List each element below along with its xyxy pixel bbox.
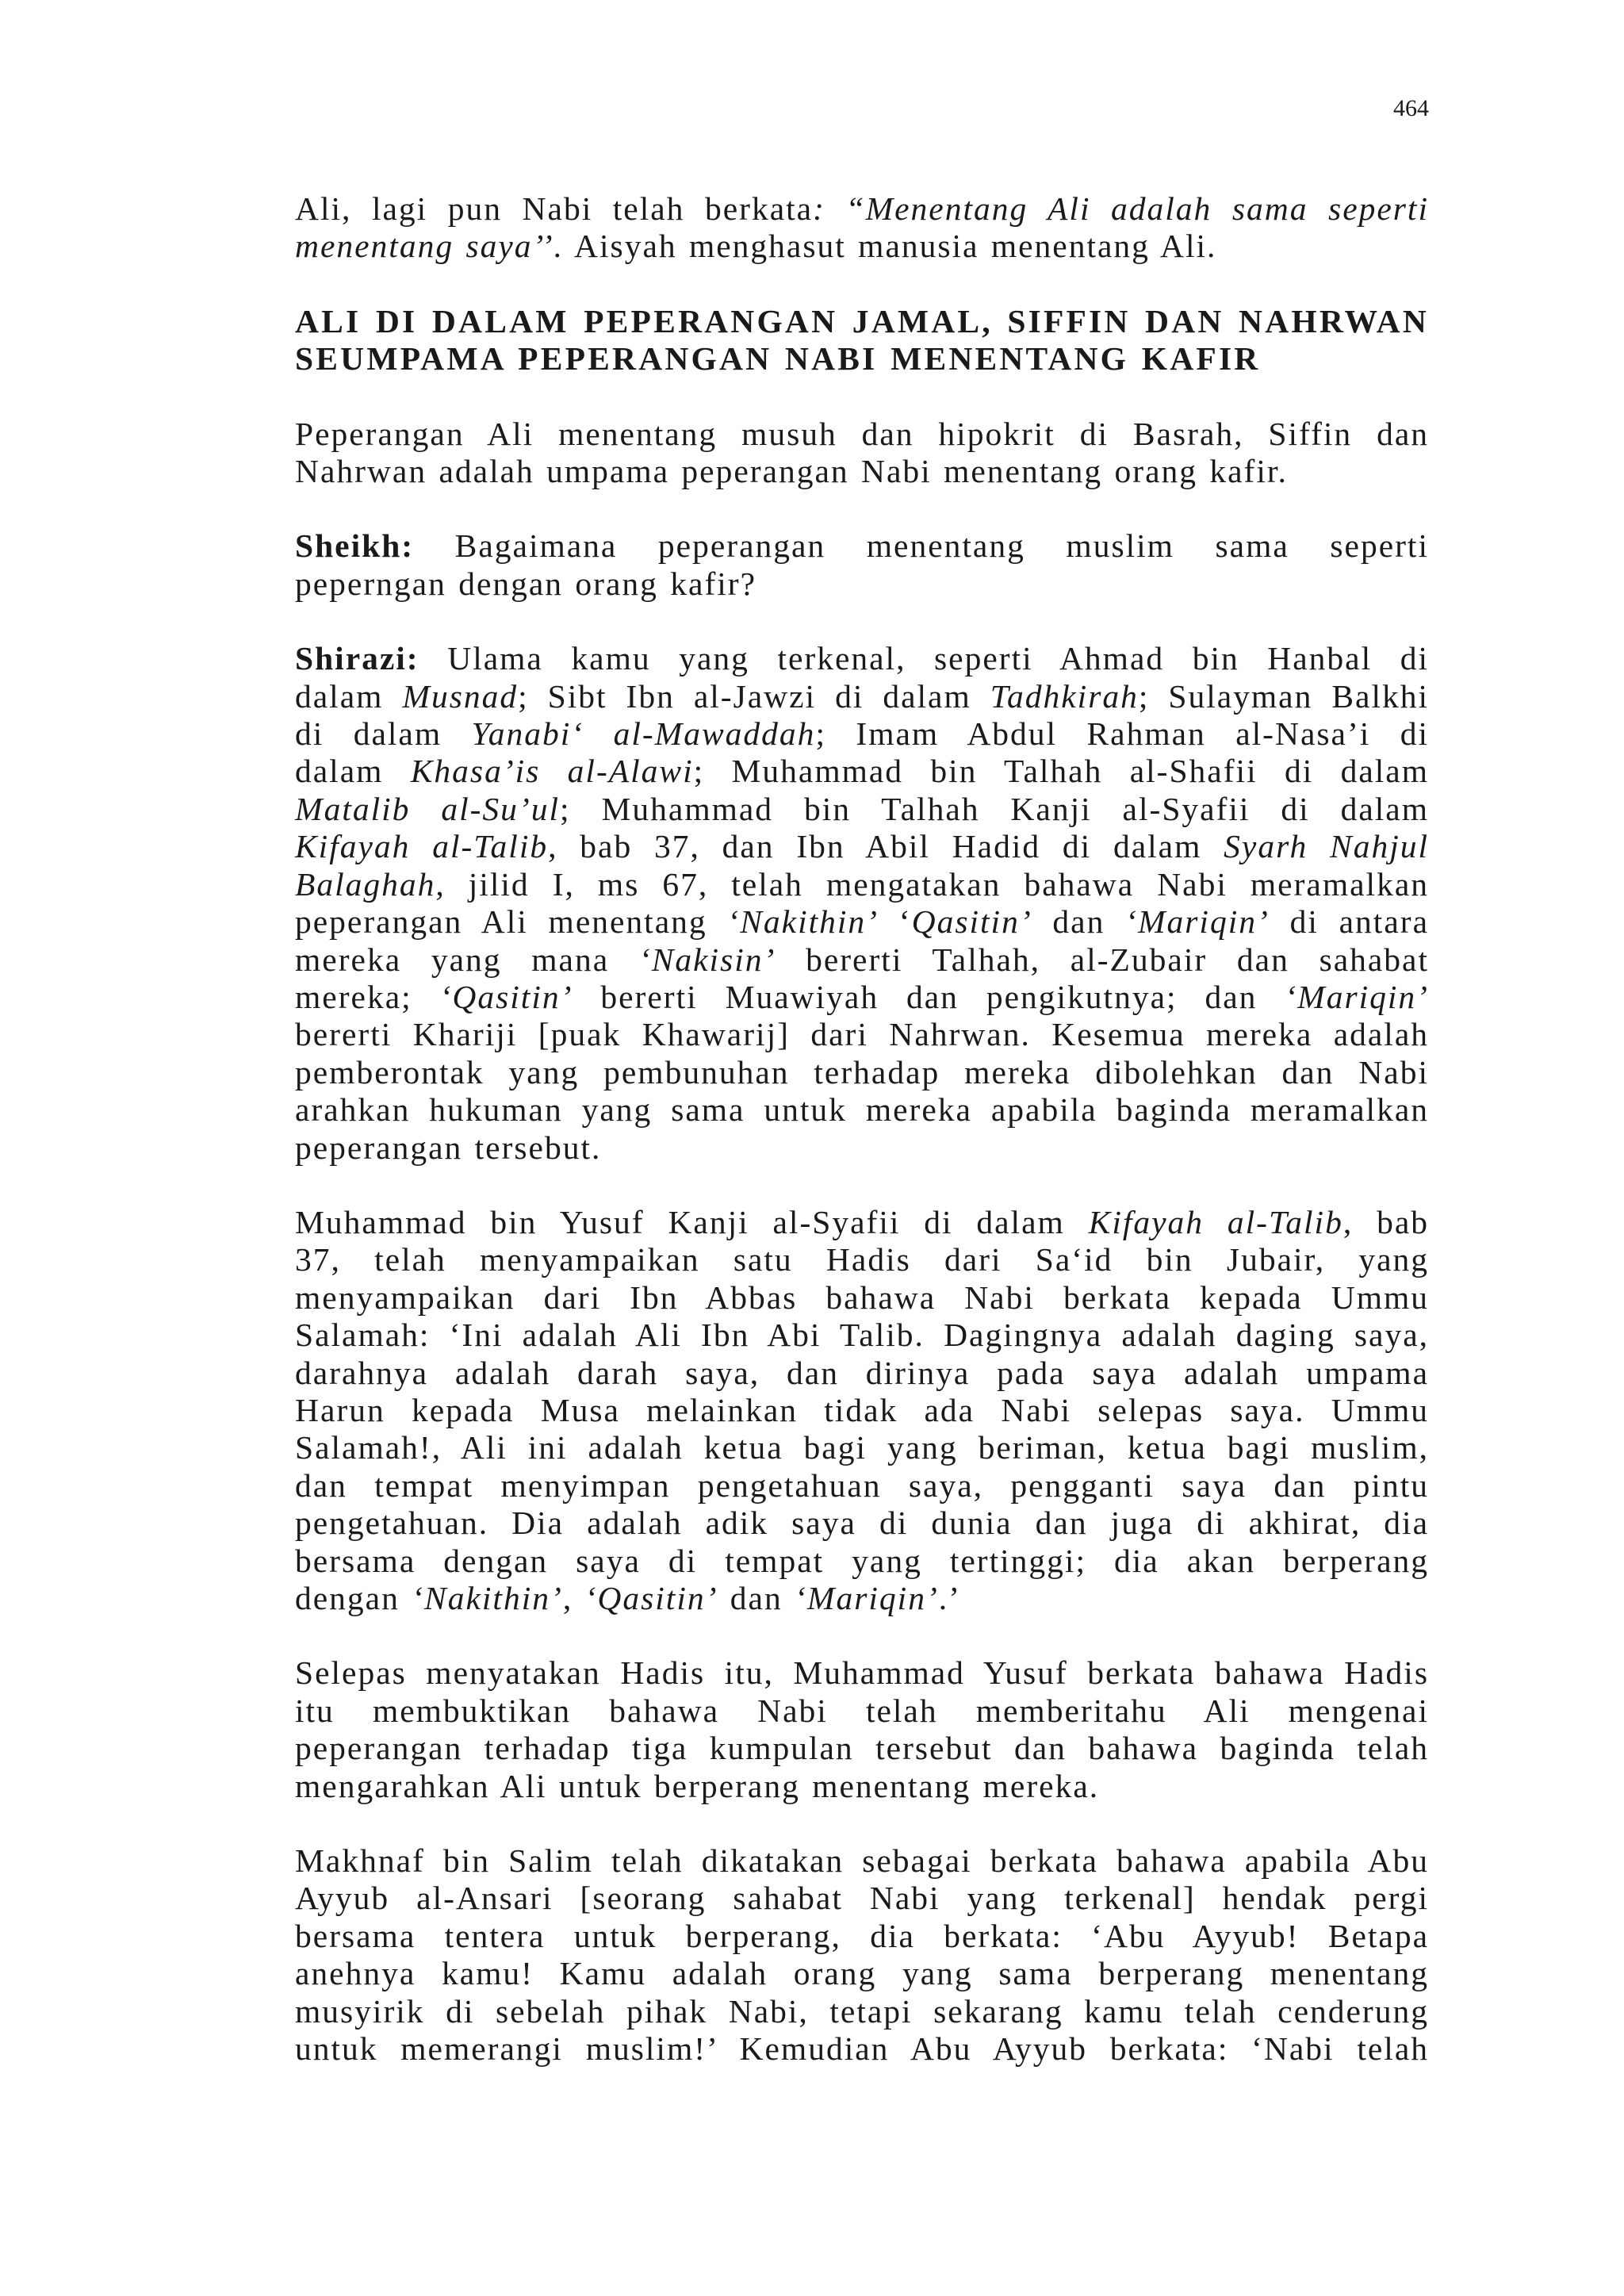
text-line: dan tempat menyimpan pengetahuan saya, pengganti saya dan pintu [295,1466,1429,1504]
speaker-label: Shirazi: [295,640,419,677]
text-line: Shirazi: Ulama kamu yang terkenal, seperti Ahmad bin Hanbal di [295,640,1429,677]
text-line: bererti Khariji [puak Khawarij] dari Nahrwan. Kesemua mereka adalah [295,1016,1429,1053]
text-line: mengarahkan Ali untuk berperang menentang mereka. [295,1767,1100,1804]
paragraph-peperangan [295,416,1429,491]
page-body [295,190,1429,2105]
heading-line: SEUMPAMA PEPERANGAN NABI MENENTANG KAFIR [295,340,1261,378]
text-line: pemberontak yang pembunuhan terhadap mereka dibolehkan dan Nabi [295,1053,1429,1091]
text-line: 37, telah menyampaikan satu Hadis dari Sa‘id bin Jubair, yang [295,1241,1429,1278]
text-line: Salamah: ‘Ini adalah Ali Ibn Abi Talib. Dagingnya adalah daging saya, [295,1317,1429,1354]
paragraph-shirazi [295,640,1429,1167]
paragraph-kanji [295,1204,1429,1617]
paragraph-selepas [295,1654,1429,1805]
page-number: 464 [1393,95,1429,121]
text-line: Balaghah, jilid I, ms 67, telah mengatakan bahawa Nabi meramalkan [295,865,1429,903]
text-line: dalam Musnad; Sibt Ibn al-Jawzi di dalam Tadhkirah; Sulayman Balkhi [295,677,1430,715]
text-line: musyirik di sebelah pihak Nabi, tetapi sekarang kamu telah cenderung [295,1992,1429,2030]
text-line: Peperangan Ali menentang musuh dan hipokrit di Basrah, Siffin dan [295,415,1429,452]
text-line: untuk memerangi muslim!’ Kemudian Abu Ayyub berkata: ‘Nabi telah [295,2030,1429,2068]
text-line: dengan ‘Nakithin’, ‘Qasitin’ dan ‘Mariqin’.’ [295,1580,961,1616]
text-line: arahkan hukuman yang sama untuk mereka apabila baginda meramalkan [295,1091,1429,1129]
text-line: Kifayah al-Talib, bab 37, dan Ibn Abil Hadid di dalam Syarh Nahjul [295,828,1429,865]
text-line: bersama dengan saya di tempat yang tertinggi; dia akan berperang [295,1542,1429,1579]
text-line: dalam Khasa’is al-Alawi; Muhammad bin Talhah al-Shafii di dalam [295,753,1429,790]
text-line: peperangan tersebut. [295,1129,602,1166]
text-line: anehnya kamu! Kamu adalah orang yang sama berperang menentang [295,1955,1429,1992]
text-line: peperngan dengan orang kafir? [295,565,757,602]
text-line: menentang saya’’. Aisyah menghasut manusia menentang Ali. [295,228,1217,265]
text-line: Selepas menyatakan Hadis itu, Muhammad Yusuf berkata bahawa Hadis [295,1654,1429,1692]
text-line: pengetahuan. Dia adalah adik saya di dunia dan juga di akhirat, dia [295,1504,1429,1542]
paragraph-intro [295,190,1429,266]
heading-line: ALI DI DALAM PEPERANGAN JAMAL, SIFFIN DAN NAHRWAN [295,302,1429,339]
text-line: mereka; ‘Qasitin’ bererti Muawiyah dan pengikutnya; dan ‘Mariqin’ [295,978,1429,1015]
text-line: peperangan Ali menentang ‘Nakithin’ ‘Qasitin’ dan ‘Mariqin’ di antara [295,903,1429,941]
text-line: Ali, lagi pun Nabi telah berkata: “Menentang Ali adalah sama seperti [295,190,1429,227]
text-line: Salamah!, Ali ini adalah ketua bagi yang beriman, ketua bagi muslim, [295,1429,1429,1466]
text-line: Muhammad bin Yusuf Kanji al-Syafii di dalam Kifayah al-Talib, bab [295,1203,1429,1240]
text-line: Harun kepada Musa melainkan tidak ada Nabi selepas saya. Ummu [295,1391,1429,1428]
text-line: Nahrwan adalah umpama peperangan Nabi menentang orang kafir. [295,453,1288,490]
text-line: Ayyub al-Ansari [seorang sahabat Nabi yang terkenal] hendak pergi [295,1880,1429,1917]
text-line: mereka yang mana ‘Nakisin’ bererti Talhah, al-Zubair dan sahabat [295,941,1430,978]
paragraph-sheikh [295,527,1429,603]
text-line: bersama tentera untuk berperang, dia berkata: ‘Abu Ayyub! Betapa [295,1917,1429,1954]
text-line: itu membuktikan bahawa Nabi telah memberitahu Ali mengenai [295,1692,1429,1729]
text-line: menyampaikan dari Ibn Abbas bahawa Nabi berkata kepada Ummu [295,1278,1429,1316]
speaker-label: Sheikh: [295,527,415,565]
paragraph-makhnaf [295,1842,1429,2068]
text-line: darahnya adalah darah saya, dan dirinya pada saya adalah umpama [295,1354,1429,1391]
text-line: Makhnaf bin Salim telah dikatakan sebagai berkata bahawa apabila Abu [295,1842,1429,1880]
text-line: Sheikh: Bagaimana peperangan menentang muslim sama seperti [295,527,1429,565]
text-line: di dalam Yanabi‘ al-Mawaddah; Imam Abdul Rahman al-Nasa’i di [295,715,1429,753]
section-heading [295,303,1429,378]
text-line: Matalib al-Su’ul; Muhammad bin Talhah Kanji al-Syafii di dalam [295,790,1429,827]
text-line: peperangan terhadap tiga kumpulan tersebut dan bahawa baginda telah [295,1730,1429,1767]
